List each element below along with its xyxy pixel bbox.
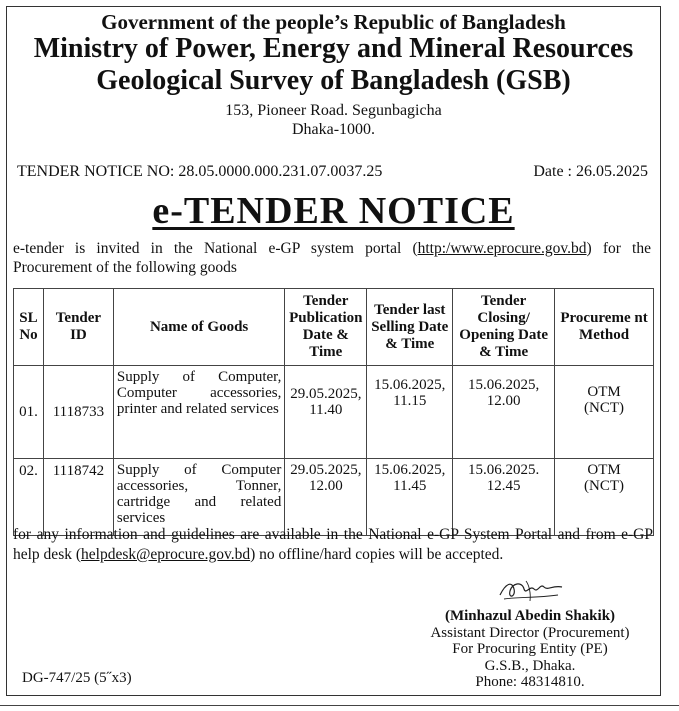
signatory-office: G.S.B., Dhaka. [484,657,576,674]
notice-title [6,189,661,233]
header-selling: Tender last Selling Date & Time [367,289,453,366]
row-selling: 15.06.2025, 11.15 [367,366,453,459]
signatory-name: (Minhazul Abedin Shakik) [444,608,616,624]
header-sl: SL No [14,289,44,366]
row-sl: 01. [14,366,44,459]
notice-title-text: e-TENDER NOTICE [152,190,515,232]
signatory-designation: Assistant Director (Procurement) [430,624,630,641]
address-line-1: 153, Pioneer Road. Segunbagicha [225,102,442,119]
row-tender-id: 1118733 [43,366,113,459]
tender-table [13,288,654,536]
address-line-2: Dhaka-1000. [291,121,376,138]
row-tender-id: 1118742 [43,459,113,536]
footer-text-before: for any information and guidelines are available in the National e-GP System Portal and from e-GP help desk ( [13,526,653,563]
header-publication: Tender Publication Date & Time [285,289,367,366]
header-tender-id: Tender ID [43,289,113,366]
ministry-heading: Ministry of Power, Energy and Mineral Resources [33,33,634,64]
handwritten-signature [496,575,566,607]
table-header-row [14,289,654,366]
row-method [555,459,654,536]
intro-text-before: e-tender is invited in the National e-GP system portal ( [13,240,418,257]
row-method-scope: (NCT) [584,400,625,416]
header-method: Procureme nt Method [555,289,654,366]
row-sl: 02. [14,459,44,536]
row-method [555,366,654,459]
row-publication: 29.05.2025, 12.00 [285,459,367,536]
row-goods: Supply of Computer, Computer accessories, printer and related services [113,366,284,459]
dg-code: DG-747/25 (5˝x3) [22,670,132,686]
bottom-divider [0,705,679,706]
row-method-type: OTM [587,384,621,400]
header-closing: Tender Closing/ Opening Date & Time [453,289,555,366]
helpdesk-email-link[interactable]: helpdesk@eprocure.gov.bd [81,546,251,563]
row-closing: 15.06.2025, 12.00 [453,366,555,459]
footer-text-after: ) no offline/hard copies will be accepted. [250,546,504,563]
notice-date: Date : 26.05.2025 [533,163,648,180]
table-row [14,459,654,536]
government-heading: Government of the people’s Republic of Bangladesh [101,10,566,34]
signatory-phone: Phone: 48314810. [475,674,585,690]
row-method-scope: (NCT) [584,478,625,494]
row-publication: 29.05.2025, 11.40 [285,366,367,459]
gsb-heading: Geological Survey of Bangladesh (GSB) [96,65,571,96]
eprocure-portal-link[interactable]: http:/www.eprocure.gov.bd [417,240,587,257]
signatory-entity: For Procuring Entity (PE) [452,641,608,657]
header-goods: Name of Goods [113,289,284,366]
signatory-block [410,608,650,691]
intro-text-after: ) for the Procurement of the following goods [13,240,651,276]
row-goods: Supply of Computer accessories, Tonner, cartridge and related services [113,459,284,536]
table-row [14,366,654,459]
footer-paragraph [13,525,653,565]
row-closing: 15.06.2025. 12.45 [453,459,555,536]
tender-notice-number: TENDER NOTICE NO: 28.05.0000.000.231.07.0037.25 [17,163,383,180]
row-method-type: OTM [587,462,621,478]
row-selling: 15.06.2025, 11.45 [367,459,453,536]
intro-paragraph [13,239,651,277]
